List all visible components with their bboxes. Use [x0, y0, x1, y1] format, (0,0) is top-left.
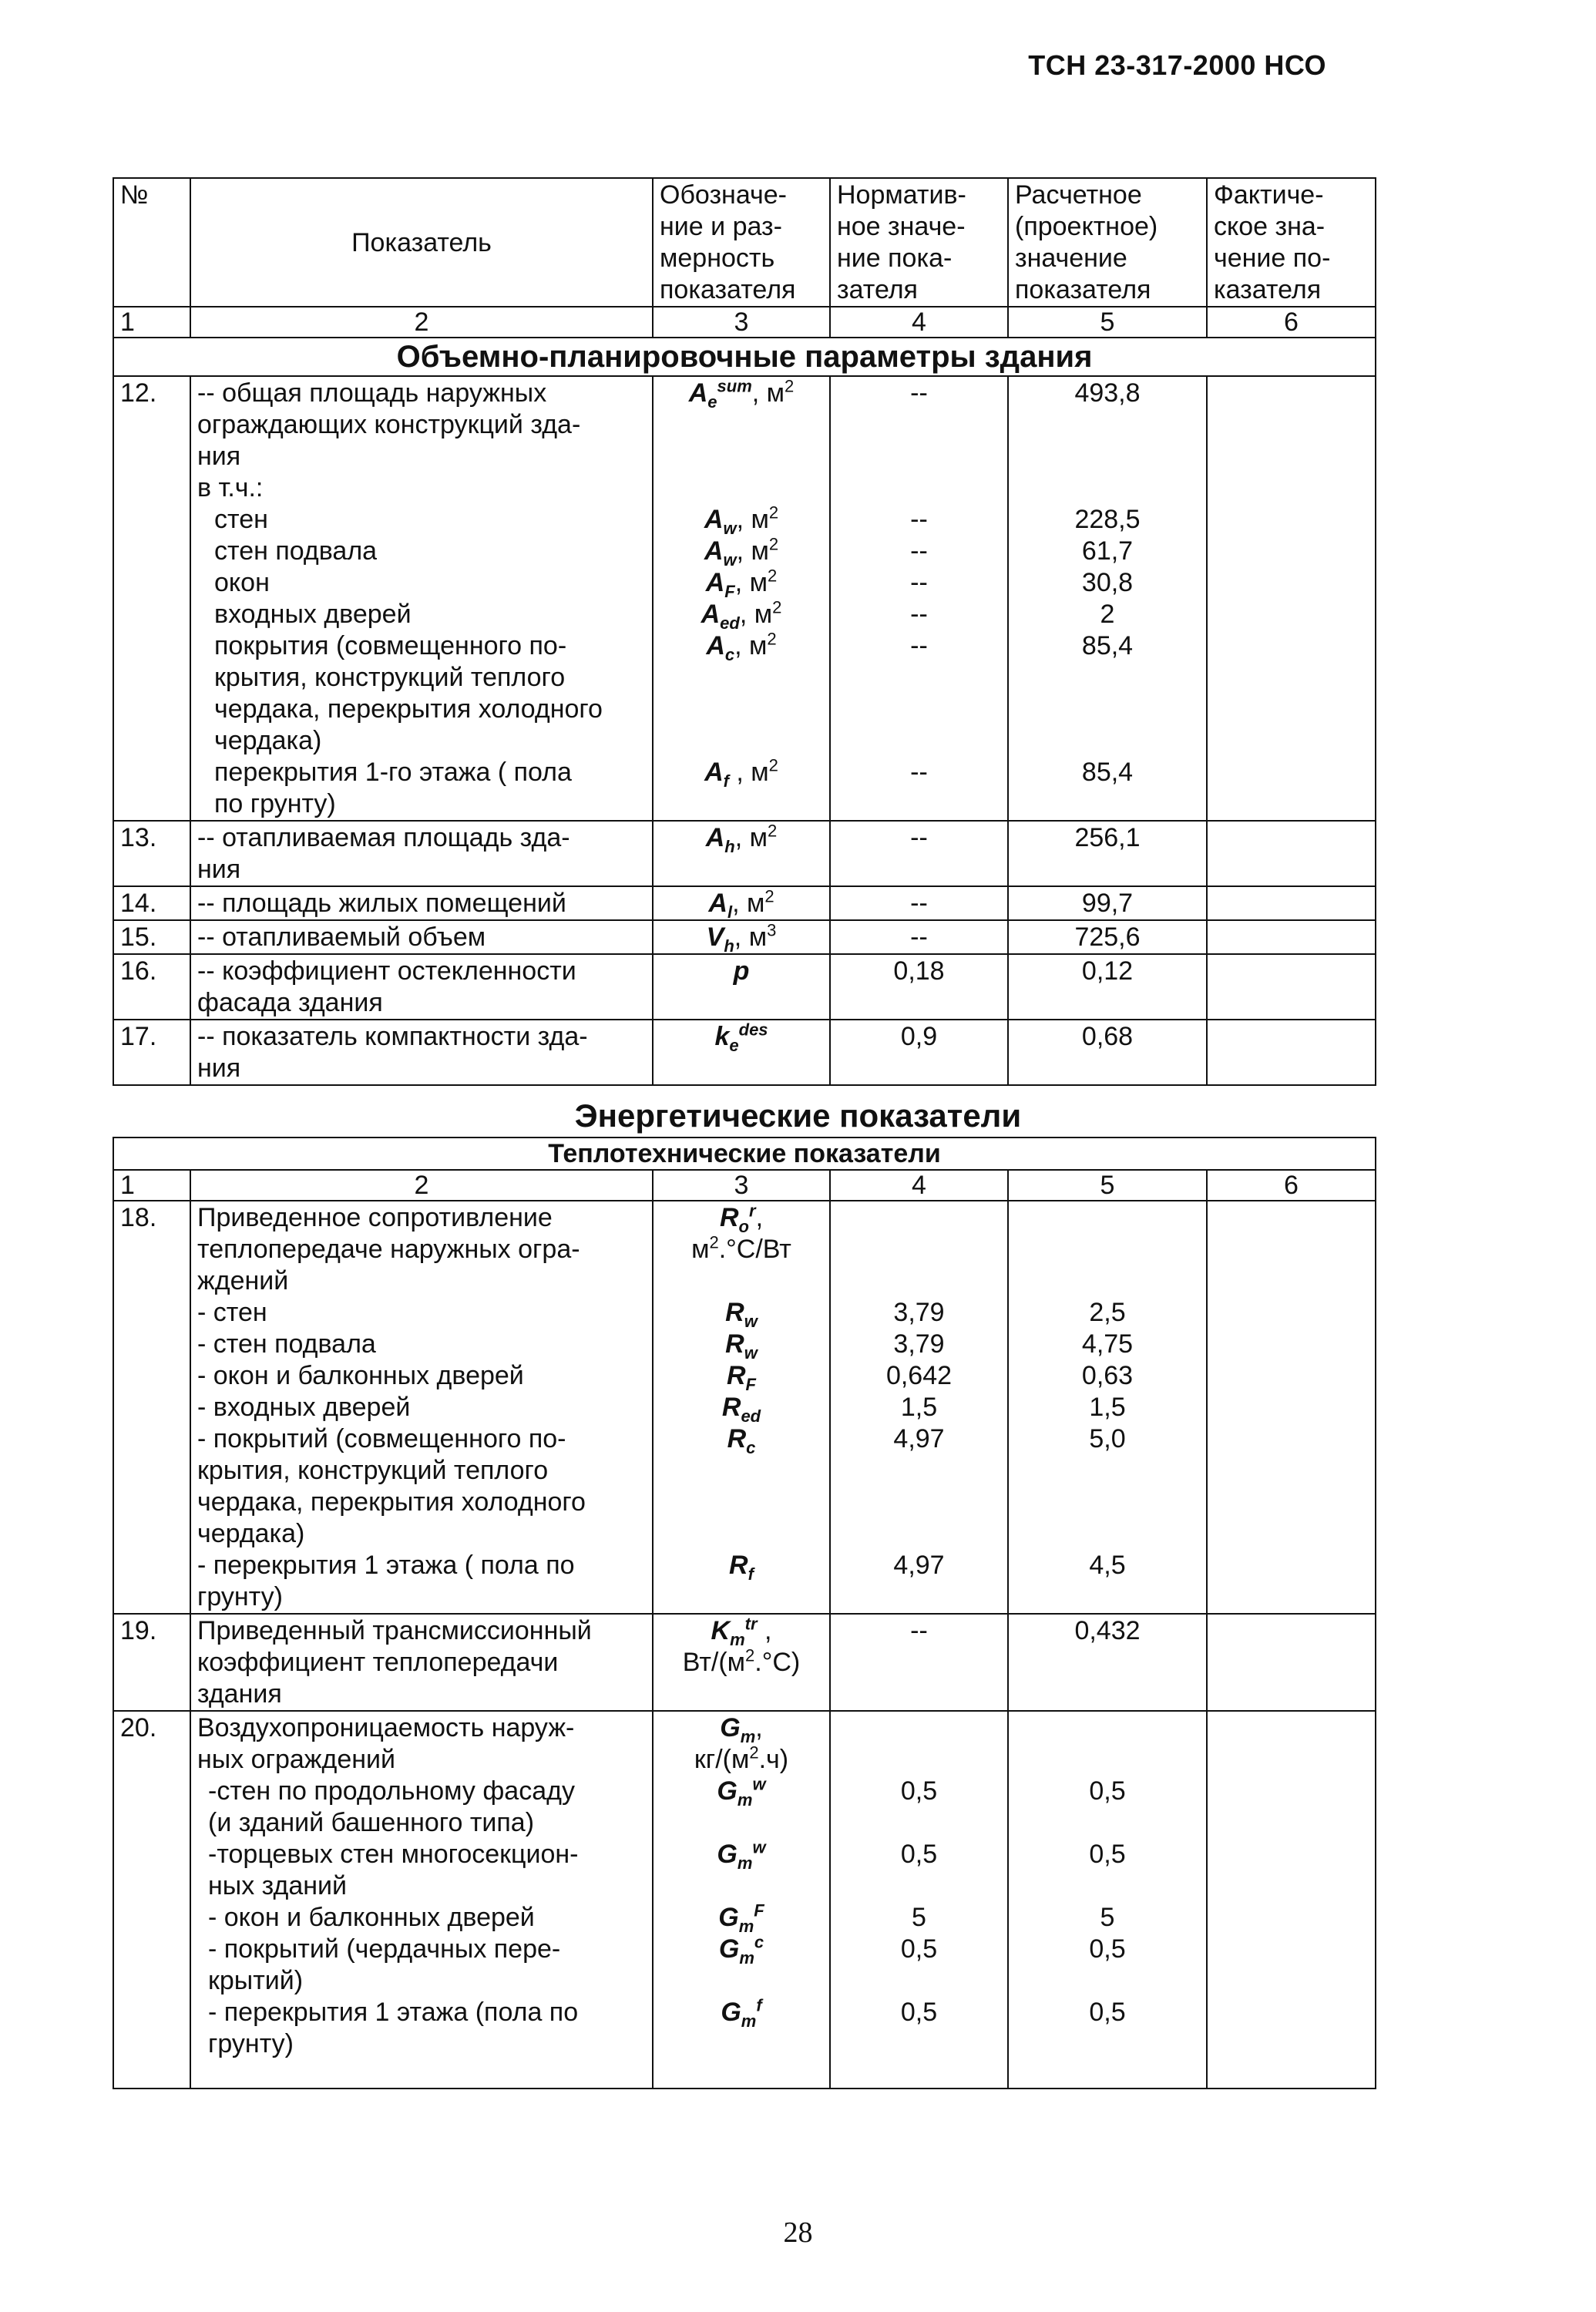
symbol: $R_w$ [725, 1329, 758, 1363]
table-row [113, 954, 1376, 1020]
row-actual [1207, 1614, 1376, 1711]
row-number: 14. [113, 886, 190, 920]
row-name: -- общая площадь наружных ограждающих конструкций зда- ния в т.ч.: стен стен подвала окон входных дверей покрытия (совмещенного по- крытия, конструкций теплого чердака, перекрытия холодного чердака) перекрытия 1-го этажа ( пола по грунту) [190, 376, 653, 821]
row-name: -- показатель компактности зда- ния [190, 1020, 653, 1085]
row-actual [1207, 1711, 1376, 2089]
row-name: -- коэффициент остекленности фасада здания [190, 954, 653, 1020]
row-symbol: $A_h$, $м^2$ [653, 821, 830, 886]
symbol: $G_m$ [720, 1713, 756, 1746]
row-symbol [653, 954, 830, 1020]
page-number: 28 [783, 2216, 813, 2249]
symbol: $A_f$ [704, 758, 729, 791]
row-design: 0,5 0,5 5 0,5 0,5 [1008, 1711, 1207, 2089]
row-design: 493,8 228,5 61,7 30,8 2 85,4 85,4 [1008, 376, 1207, 821]
col-normative-header: Норматив- ное значе- ние пока- зателя [830, 178, 1008, 307]
col-number: 6 [1207, 1170, 1376, 1201]
row-design: 256,1 [1008, 821, 1207, 886]
row-actual [1207, 1201, 1376, 1614]
subsection-title-row [113, 1138, 1376, 1170]
row-design: 0,432 [1008, 1614, 1207, 1711]
table-row [113, 886, 1376, 920]
symbol: p [733, 956, 750, 986]
col-number: 2 [190, 1170, 653, 1201]
row-normative: 3,79 3,79 0,642 1,5 4,97 4,97 [830, 1201, 1008, 1614]
energy-table [113, 1137, 1376, 2089]
col-symbol-header: Обозначе- ние и раз- мерность показателя [653, 178, 830, 307]
symbol: $K_m^{tr}$ [711, 1614, 758, 1649]
symbol: $k_e^{des}$ [714, 1020, 768, 1055]
table-row [113, 821, 1376, 886]
symbol: $R_F$ [726, 1361, 756, 1394]
thermal-subtitle: Теплотехнические показатели [113, 1138, 1376, 1170]
row-name: Воздухопроницаемость наруж- ных ограждений -стен по продольному фасаду (и зданий башенного типа) -торцевых стен многосекцион- ных зданий - окон и балконных дверей - покрытий (чердачных пере- крытий) - перекрытия 1 этажа (пола по грунту) [190, 1711, 653, 2089]
col-name-header: Показатель [190, 178, 653, 307]
table-row [113, 1020, 1376, 1085]
row-normative: 0,18 [830, 954, 1008, 1020]
row-actual [1207, 954, 1376, 1020]
row-normative: 0,9 [830, 1020, 1008, 1085]
column-number-row [113, 1170, 1376, 1201]
symbol: $A_e^{sum}$ [688, 376, 752, 412]
row-number: 19. [113, 1614, 190, 1711]
parameters-table [113, 177, 1376, 1086]
volume-planning-title: Объемно-планировочные параметры здания [113, 338, 1376, 376]
row-symbol: $G_m$, $кг/(м^2.ч)$ $G_m^w$ $G_m^w$ $G_m^F$ $G_m^c$ $G_m^f$ [653, 1711, 830, 2089]
symbol: $A_l$ [708, 889, 733, 922]
col-actual-header: Фактиче- ское зна- чение по- казателя [1207, 178, 1376, 307]
row-symbol: $A_e^{sum}$, $м^2$ $A_w$, $м^2$ $A_w$, $м^2$ $A_F$, $м^2$ $A_{ed}$, $м^2$ $A_c$, $м^2$ $A_f$ , $м^2$ [653, 376, 830, 821]
symbol: $R_f$ [729, 1551, 754, 1584]
symbol: $R_{ed}$ [721, 1393, 761, 1426]
row-design: 0,68 [1008, 1020, 1207, 1085]
row-number: 17. [113, 1020, 190, 1085]
row-name: -- отапливаемый объем [190, 920, 653, 954]
symbol: $G_m^c$ [718, 1932, 764, 1968]
row-symbol: $V_h$, $м^3$ [653, 920, 830, 954]
symbol: $R_c$ [727, 1424, 756, 1457]
row-number: 12. [113, 376, 190, 821]
col-number: 3 [653, 1170, 830, 1201]
row-number: 15. [113, 920, 190, 954]
symbol: $A_F$ [705, 568, 735, 601]
row-actual [1207, 821, 1376, 886]
row-normative: -- [830, 1614, 1008, 1711]
row-normative: 0,5 0,5 5 0,5 0,5 [830, 1711, 1008, 2089]
row-name: -- отапливаемая площадь зда- ния [190, 821, 653, 886]
table-row [113, 1711, 1376, 2089]
col-number: 5 [1008, 1170, 1207, 1201]
row-design: 99,7 [1008, 886, 1207, 920]
col-number: 5 [1008, 307, 1207, 338]
col-number: 4 [830, 1170, 1008, 1201]
energy-section-title: Энергетические показатели [574, 1097, 1022, 1134]
header-row [113, 178, 1376, 307]
table-row [113, 376, 1376, 821]
symbol: $A_c$ [706, 631, 735, 664]
col-design-header: Расчетное (проектное) значение показателя [1008, 178, 1207, 307]
row-design: 0,12 [1008, 954, 1207, 1020]
symbol: $R_w$ [725, 1298, 758, 1331]
row-name: -- площадь жилых помещений [190, 886, 653, 920]
row-number: 13. [113, 821, 190, 886]
table-row [113, 920, 1376, 954]
column-number-row [113, 307, 1376, 338]
symbol: $R_o^r$ [719, 1201, 756, 1236]
row-number: 16. [113, 954, 190, 1020]
col-number: 6 [1207, 307, 1376, 338]
row-design: 2,5 4,75 0,63 1,5 5,0 4,5 [1008, 1201, 1207, 1614]
symbol: $A_{ed}$ [701, 600, 740, 633]
symbol: $A_w$ [704, 505, 737, 538]
col-number: 1 [113, 307, 190, 338]
table-row [113, 1614, 1376, 1711]
row-symbol: $A_l$, $м^2$ [653, 886, 830, 920]
table-row [113, 1201, 1376, 1614]
row-name: Приведенный трансмиссионный коэффициент теплопередачи здания [190, 1614, 653, 1711]
col-no-header: № [113, 178, 190, 307]
row-normative: -- [830, 920, 1008, 954]
symbol: $G_m^w$ [717, 1774, 766, 1810]
row-actual [1207, 376, 1376, 821]
row-number: 18. [113, 1201, 190, 1614]
col-number: 2 [190, 307, 653, 338]
symbol: $G_m^f$ [721, 1995, 762, 2031]
row-number: 20. [113, 1711, 190, 2089]
section-title-row [113, 338, 1376, 376]
row-actual [1207, 1020, 1376, 1085]
document-code-header: ТСН 23-317-2000 НСО [1028, 49, 1326, 81]
row-symbol: $R_o^r$, $м^2.^\circ С/Вт$ $R_w$ $R_w$ $R_F$ $R_{ed}$ $R_c$ $R_f$ [653, 1201, 830, 1614]
symbol: $G_m^w$ [717, 1837, 766, 1873]
col-number: 3 [653, 307, 830, 338]
symbol: $A_h$ [705, 823, 735, 856]
row-design: 725,6 [1008, 920, 1207, 954]
col-number: 1 [113, 1170, 190, 1201]
row-symbol: $K_m^{tr}$ , $Вт/(м^2.^\circ С)$ [653, 1614, 830, 1711]
row-symbol [653, 1020, 830, 1085]
col-number: 4 [830, 307, 1008, 338]
row-actual [1207, 886, 1376, 920]
symbol: $G_m^F$ [718, 1900, 764, 1936]
row-normative: -- [830, 886, 1008, 920]
symbol: $A_w$ [704, 536, 737, 570]
row-actual [1207, 920, 1376, 954]
symbol: $V_h$ [706, 922, 734, 956]
row-name: Приведенное сопротивление теплопередаче наружных огра- ждений - стен - стен подвала - окон и балконных дверей - входных дверей - покрытий (совмещенного по- крытия, конструкций теплого чердака, перекрытия холодного чердака) - перекрытия 1 этажа ( пола по грунту) [190, 1201, 653, 1614]
row-normative: -- -- -- -- -- -- -- [830, 376, 1008, 821]
row-normative: -- [830, 821, 1008, 886]
